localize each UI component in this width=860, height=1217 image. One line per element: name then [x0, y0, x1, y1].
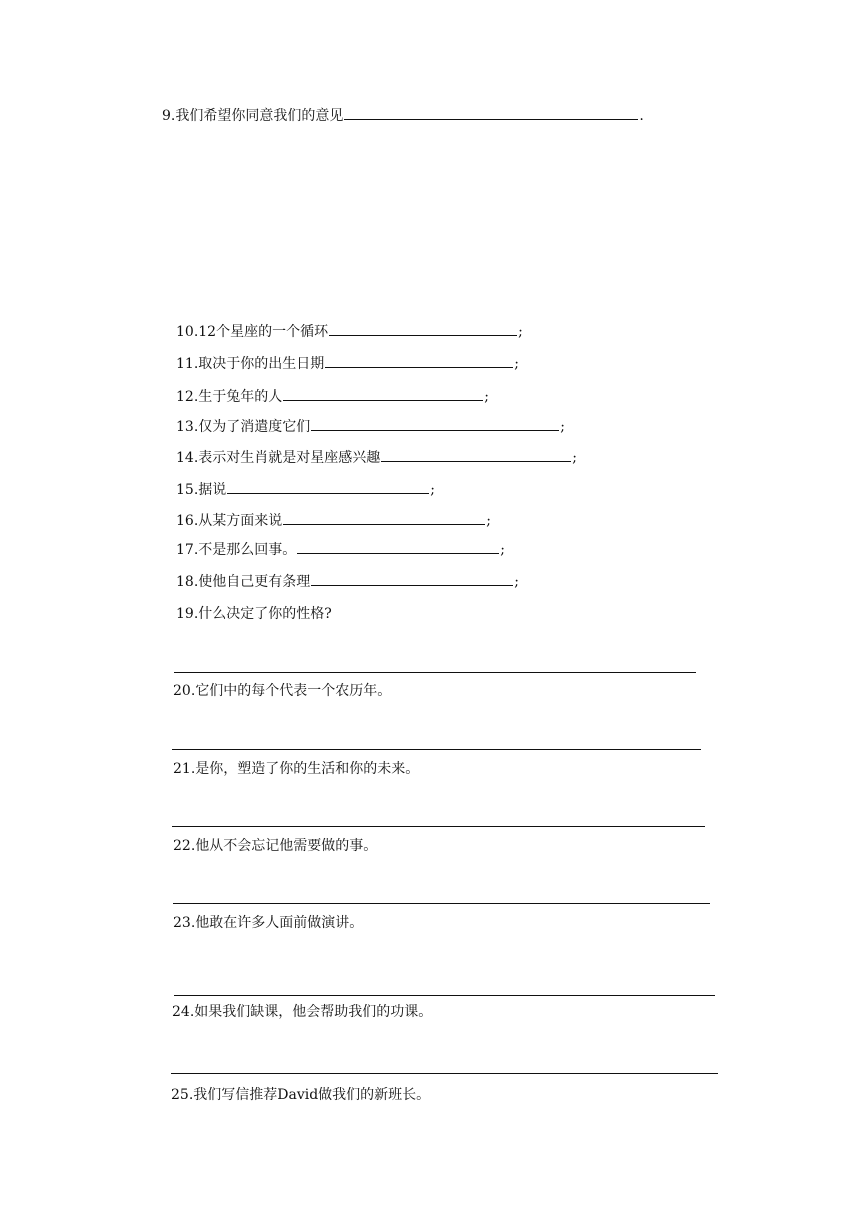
question-21: 21.是你，塑造了你的生活和你的未来。: [173, 761, 420, 777]
question-text: 11.取决于你的出生日期: [176, 356, 325, 372]
answer-blank[interactable]: [283, 510, 485, 525]
question-25: 25.我们写信推荐David做我们的新班长。: [171, 1087, 431, 1103]
question-13: [176, 416, 565, 436]
question-end: ;: [500, 542, 505, 558]
answer-blank[interactable]: [329, 321, 517, 336]
question-19: 19.什么决定了你的性格?: [176, 606, 332, 622]
answer-line-24[interactable]: [171, 1073, 718, 1074]
question-end: ;: [518, 324, 523, 340]
question-15: [176, 479, 435, 499]
answer-blank[interactable]: [381, 447, 571, 462]
question-text: 18.使他自己更有条理: [176, 574, 311, 590]
answer-blank[interactable]: [311, 416, 559, 431]
question-11: [176, 353, 519, 373]
question-20: 20.它们中的每个代表一个农历年。: [173, 683, 392, 699]
question-end: ;: [514, 574, 519, 590]
question-text: 10.12个星座的一个循环: [176, 324, 329, 340]
question-text: 15.据说: [176, 482, 227, 498]
question-text: 13.仅为了消遣度它们: [176, 419, 311, 435]
question-14: [176, 447, 577, 467]
answer-blank[interactable]: [311, 571, 513, 586]
answer-line-19[interactable]: [174, 672, 696, 673]
question-end: .: [639, 108, 644, 124]
question-text: 12.生于兔年的人: [176, 389, 283, 405]
question-text: 14.表示对生肖就是对星座感兴趣: [176, 450, 381, 466]
answer-blank[interactable]: [325, 353, 513, 368]
question-10: [176, 321, 523, 341]
answer-blank[interactable]: [227, 479, 429, 494]
question-text: 16.从某方面来说: [176, 513, 283, 529]
answer-blank[interactable]: [297, 539, 499, 554]
question-end: ;: [560, 419, 565, 435]
question-24: 24.如果我们缺课，他会帮助我们的功课。: [172, 1004, 433, 1020]
answer-line-23[interactable]: [174, 995, 715, 996]
question-end: ;: [484, 389, 489, 405]
answer-blank[interactable]: [344, 105, 638, 120]
question-text: 17.不是那么回事。: [176, 542, 297, 558]
question-end: ;: [430, 482, 435, 498]
answer-line-22[interactable]: [173, 903, 710, 904]
question-17: [176, 539, 505, 559]
question-end: ;: [486, 513, 491, 529]
answer-line-21[interactable]: [172, 826, 705, 827]
question-12: [176, 386, 489, 406]
question-18: [176, 571, 519, 591]
question-16: [176, 510, 491, 530]
question-9: [162, 105, 644, 125]
question-end: ;: [514, 356, 519, 372]
question-end: ;: [572, 450, 577, 466]
question-text: 9.我们希望你同意我们的意见: [162, 108, 344, 124]
answer-blank[interactable]: [283, 386, 483, 401]
question-23: 23.他敢在许多人面前做演讲。: [173, 915, 364, 931]
question-22: 22.他从不会忘记他需要做的事。: [173, 838, 378, 854]
answer-line-20[interactable]: [172, 749, 701, 750]
